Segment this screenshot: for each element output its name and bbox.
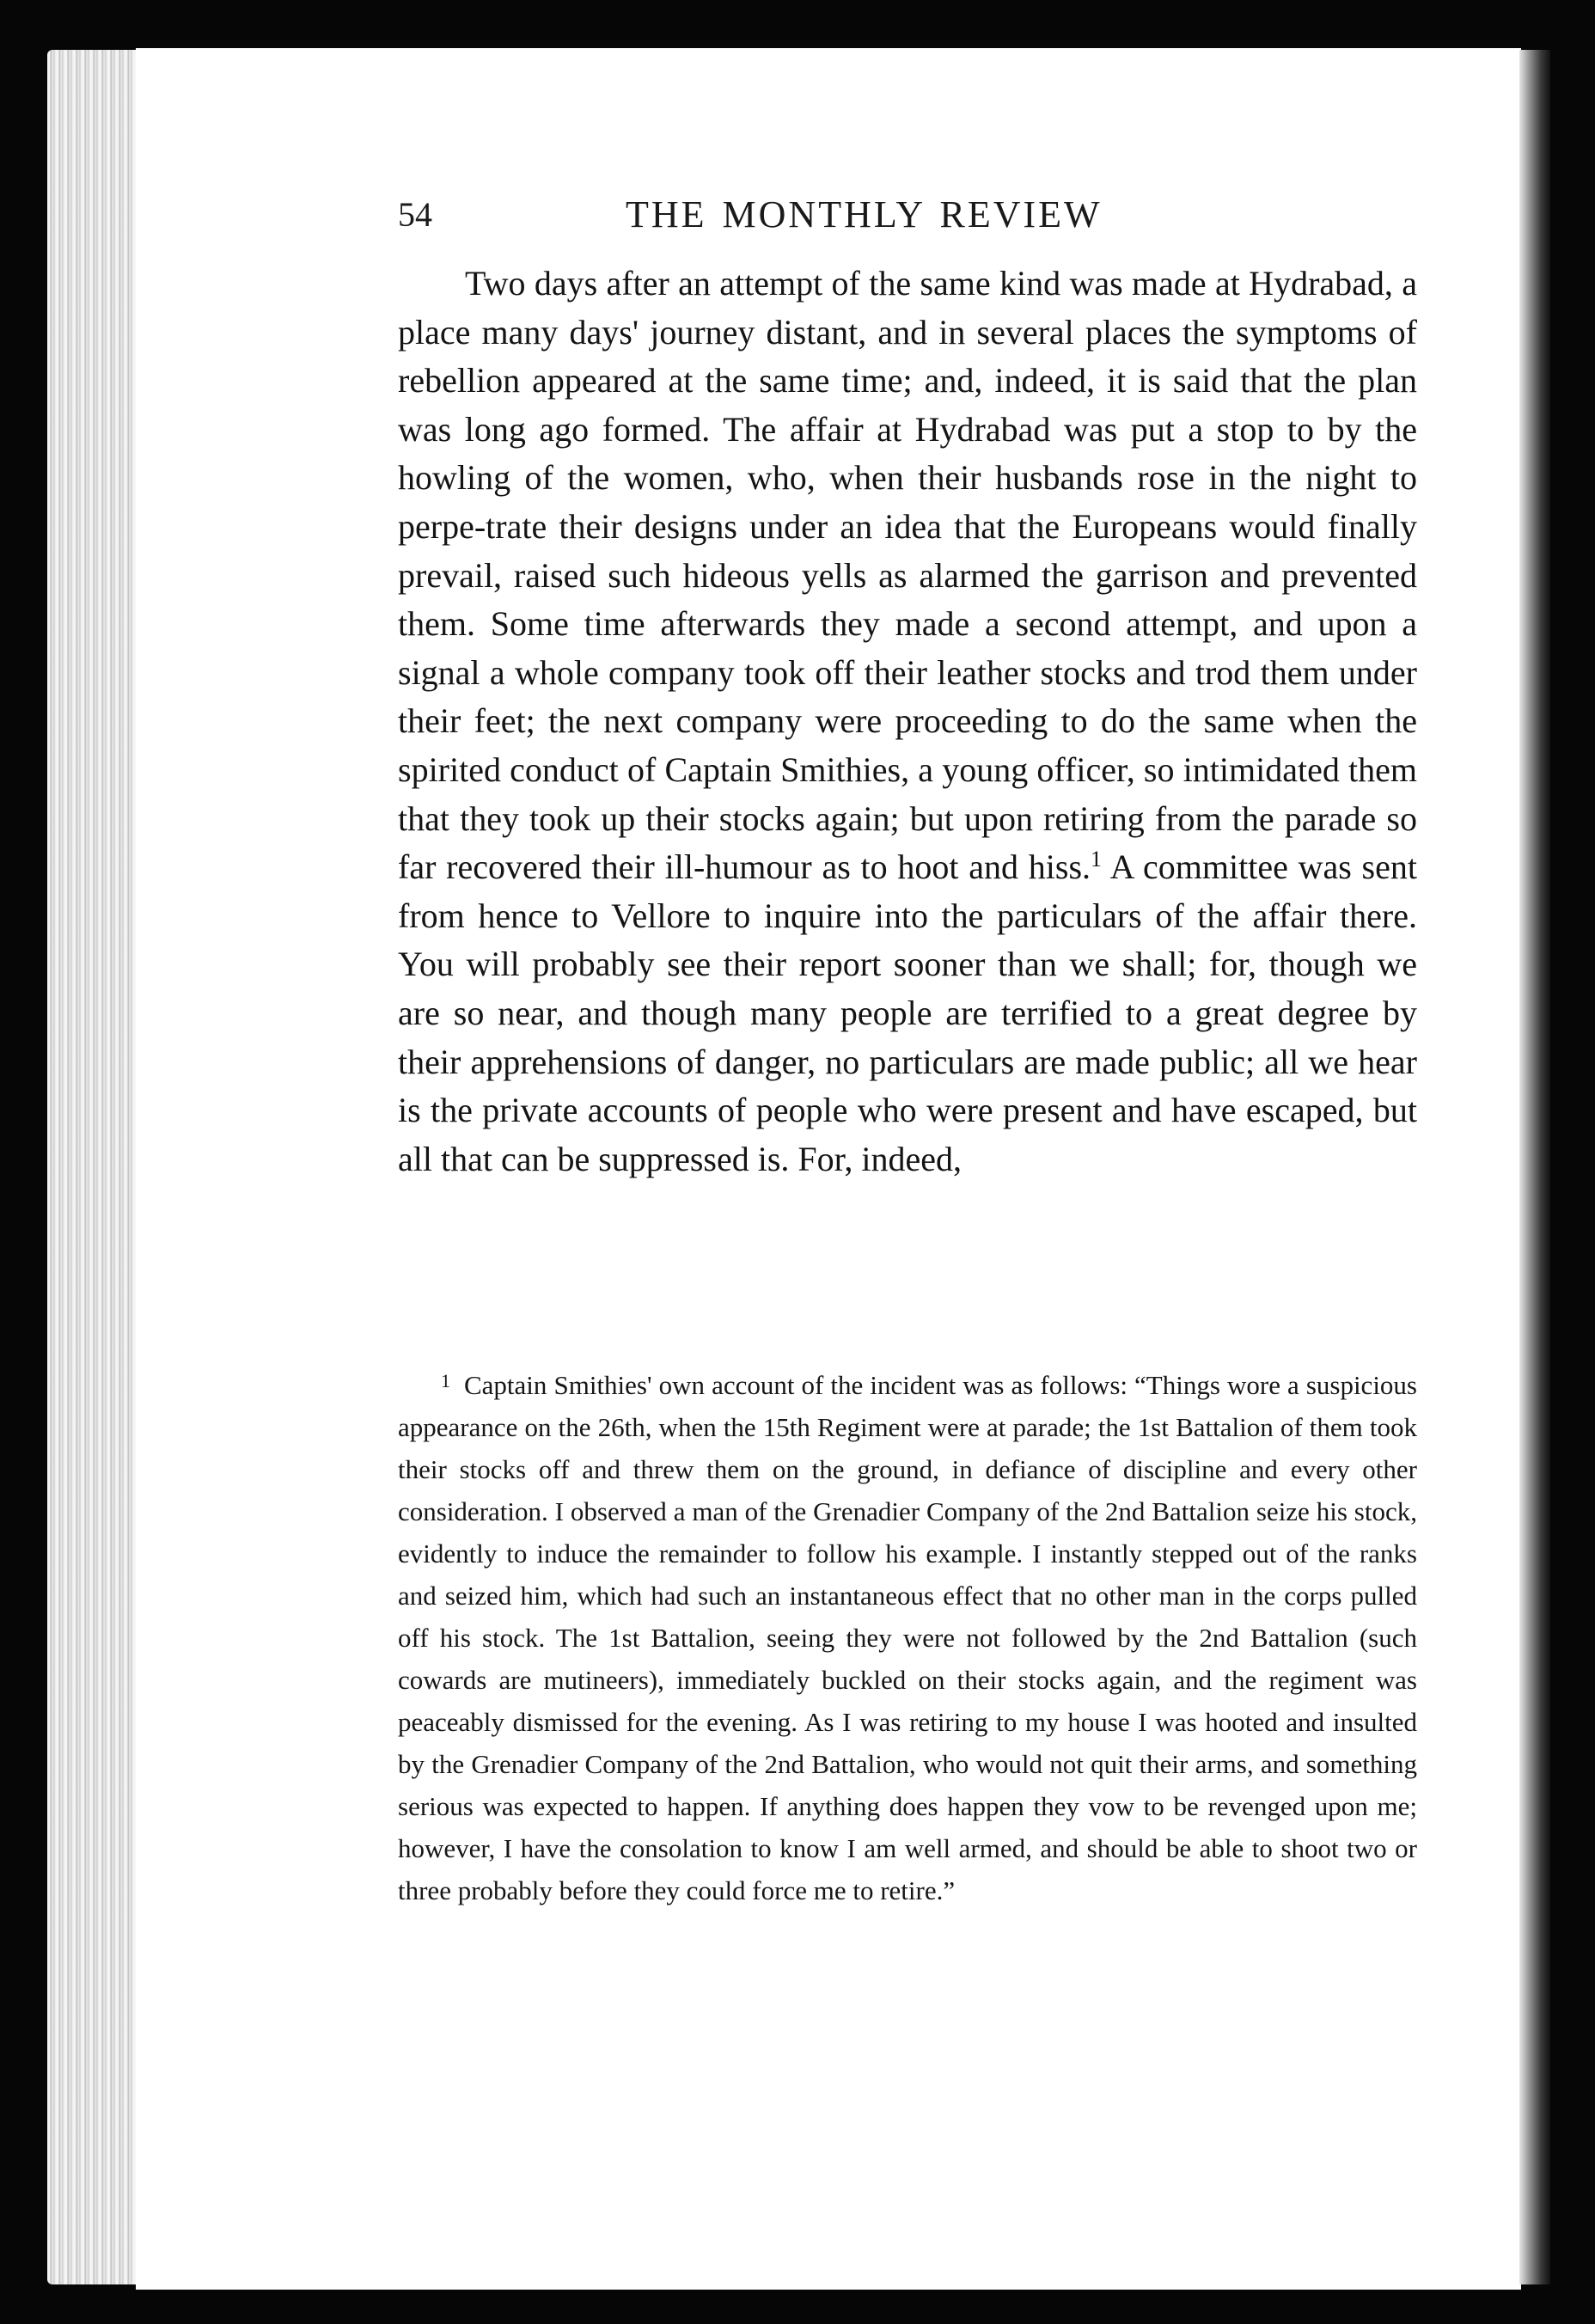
body-paragraph	[398, 260, 1417, 1183]
running-title: THE MONTHLY REVIEW	[626, 193, 1103, 235]
page-edge-stack-left	[47, 50, 138, 2284]
footnote-reference: 1	[1091, 847, 1103, 872]
main-text	[398, 260, 1417, 1183]
footnote-number: 1	[441, 1370, 450, 1391]
footnote-paragraph	[398, 1360, 1417, 1911]
paragraph-continuation: A committee was sent from hence to Vellore to inquire into the particulars of the affair there. You will probably see their report sooner than we shall; for, though we are so near, and though many people are terrified to a great degree by their apprehensions of danger, no particulars are made public; all we hear is the private accounts of people who were present and have escaped, but all that can be suppressed is. For, indeed,	[398, 847, 1417, 1178]
footnote	[398, 1360, 1417, 1911]
running-header	[398, 189, 1417, 241]
page-edge-right	[1519, 50, 1550, 2284]
page-number: 54	[398, 195, 432, 234]
footnote-text: Captain Smithies' own account of the incident was as follows: “Things wore a suspicious appearance on the 26th, when the 15th Regiment were at parade; the 1st Battalion of them took their stocks off and threw them on the ground, in defiance of discipline and every other consideration. I observed a man of the Grenadier Company of the 2nd Battalion seize his stock, evidently to induce the remainder to follow his example. I instantly stepped out of the ranks and seized him, which had such an instantaneous effect that no other man in the corps pulled off his stock. The 1st Battalion, seeing they were not followed by the 2nd Battalion (such cowards are mutineers), immediately buckled on their stocks again, and the regiment was peaceably dismissed for the evening. As I was retiring to my house I was hooted and insulted by the Grenadier Company of the 2nd Battalion, who would not quit their arms, and something serious was expected to happen. If anything does happen they vow to be revenged upon me; however, I have the consolation to know I am well armed, and should be able to shoot two or three probably before they could force me to retire.”	[398, 1370, 1417, 1905]
paragraph-text: Two days after an attempt of the same kind was made at Hydrabad, a place many days' journey distant, and in several places the symptoms of rebellion appeared at the same time; and, indeed, it is said that the plan was long ago formed. The affair at Hydrabad was put a stop to by the howling of the women, who, when their husbands rose in the night to perpe-trate their designs under an idea that the Europeans would finally prevail, raised such hideous yells as alarmed the garrison and prevented them. Some time afterwards they made a second attempt, and upon a signal a whole company took off their leather stocks and trod them under their feet; the next company were proceeding to do the same when the spirited conduct of Captain Smithies, a young officer, so intimidated them that they took up their stocks again; but upon retiring from the parade so far recovered their ill-humour as to hoot and hiss.	[398, 264, 1417, 887]
